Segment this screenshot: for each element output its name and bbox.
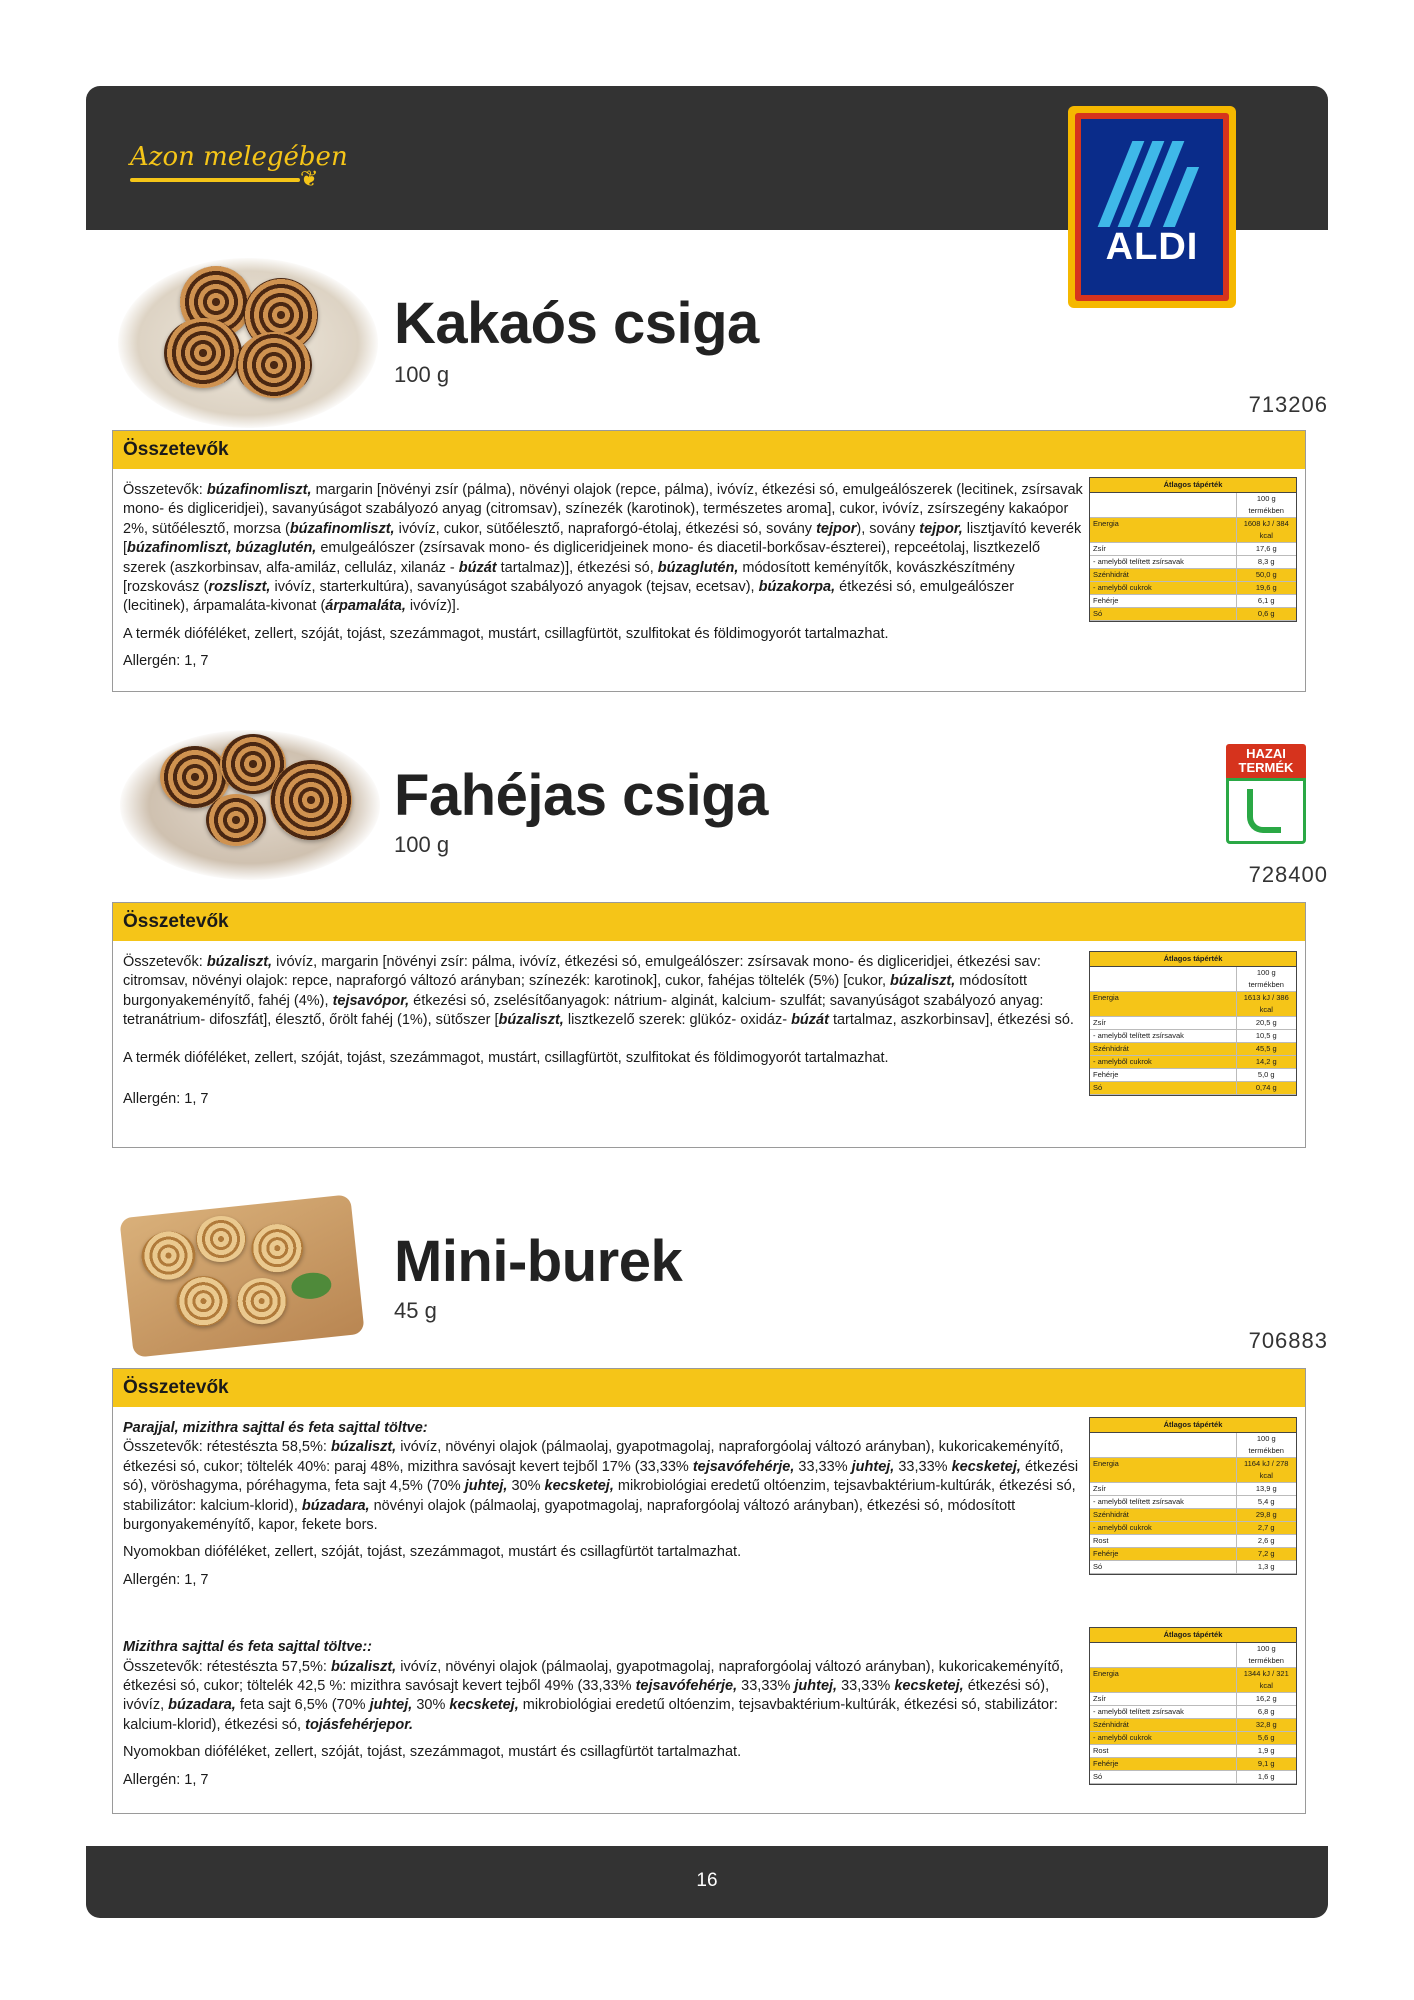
nutrition-label: Zsír [1090, 1693, 1236, 1706]
nutrition-label: Fehérje [1090, 1548, 1236, 1561]
nutrition-column-label: 100 g termékben [1236, 1643, 1296, 1668]
nutrition-label: Só [1090, 608, 1236, 621]
nutrition-label: - amelyből telített zsírsavak [1090, 556, 1236, 569]
allergy-note: Nyomokban dióféléket, zellert, szóját, tojást, szezámmagot, mustárt és csillagfürtöt tartalmazhat. [123, 1544, 742, 1561]
nutrition-label: Só [1090, 1082, 1236, 1095]
allergen-line: Allergén: 1, 7 [123, 1571, 209, 1588]
ingredients-text: Parajjal, mizithra sajttal és feta sajttal töltve: Összetevők: rétestészta 58,5%: búzaliszt, ivóvíz, növényi olajok (pálmaolaj, gyapotmagolaj, napraforgóolaj változó arányban), kukoricakeményítő, étkezési só, cukor; töltelék 40%: paraj 48%, mizithra savósajt kevert tejből 17% (33,33% tejsavófehérje, 33,33% juhtej, 33,33% kecsketej, étkezési só), vöröshagyma, póréhagyma, feta sajt 4,5% (70% juhtej, 30% kecsketej, mikrobiológiai eredetű oltóenzim, tejsavbaktérium-kultúrák, étkezési só, stabilizátor: kalcium-klorid), búzadara, növényi olajok (pálmaolaj, gyapotmagolaj, napraforgóolaj változó arányban), étkezési só, módosított burgonyakeményítő, kapor, fekete bors. Nyomokban dióféléket, zellert, szóját, tojást, szezámmagot, mustárt és csillagfürtöt tartalmazhat. Allergén: 1, 7 Mizithra sajttal és feta sajttal töltve:: Összetevők: rétestészta 57,5%: búzaliszt, ivóvíz, növényi olajok (pálmaolaj, gyapotmagolaj, napraforgóolaj változó arányban), kukoricakeményítő, étkezési só, cukor; töltelék 42,5 %: mizithra savósajt kevert tejből 49% (33,33% tejsavófehérje, 33,33% juhtej, 33,33% kecsketej, étkezési só), ivóvíz, búzadara, feta sajt 6,5% (70% juhtej, 30% kecsketej, mikrobiológiai eredetű oltóenzim, tejsavbaktérium-kultúrák, étkezési só, stabilizátor: kalcium-klorid), étkezési só, tojásfehérjepor. Nyomokban dióféléket, zellert, szóját, tojást, szezámmagot, mustárt és csillagfürtöt tartalmazhat. Allergén: 1, 7 [123, 1419, 1083, 1790]
nutrition-label: - amelyből cukrok [1090, 582, 1236, 595]
ingredients-text: Összetevők: búzafinomliszt, margarin [növényi zsír (pálma), növényi olajok (repce, pálma), ivóvíz, étkezési só, emulgeálószerek (lecitinek, zsírsavak mono- és digliceridjei), savanyúságot szabályozó anyag (citromsav), színezék (karotinok), természetes aroma], cukor, ivóvíz, zsírszegény kakaópor 2%, sütőélesztő, morzsa (búzafinomliszt, ivóvíz, cukor, sütőélesztő, napraforgó-étolaj, étkezési só, sovány tejpor), sovány tejpor, lisztjavító keverék [búzafinomliszt, búzaglutén, emulgeálószer (zsírsavak mono- és digliceridjeinek mono- és diacetil-borkősav-észterei), repceétolaj, lisztkezelő szerek (aszkorbinsav, alfa-amiláz, celluláz, xilanáz - búzát tartalmaz)], étkezési só, búzaglutén, módosított keményítők, kovászkészítmény [rozskovász (rozsliszt, ivóvíz, starterkultúra), savanyúságot szabályozó anyagok (tejsav, ecetsav), búzakorpa, étkezési só, emulgeálószer (lecitinek), árpamaláta-kivonat (árpamaláta, ivóvíz)]. A termék dióféléket, zellert, szóját, tojást, szezámmagot, mustárt, csillagfürtöt, szulfitokat és földimogyorót tartalmazhat. Allergén: 1, 7 [123, 481, 1083, 672]
nutrition-row [1090, 1706, 1296, 1719]
nutrition-value: 2,7 g [1236, 1522, 1296, 1535]
nutrition-row [1090, 569, 1296, 582]
nutrition-row [1090, 1496, 1296, 1509]
nutrition-label: Szénhidrát [1090, 1719, 1236, 1732]
nutrition-label: Rost [1090, 1535, 1236, 1548]
nutrition-column-label: 100 g termékben [1236, 967, 1296, 992]
nutrition-table [1089, 1417, 1297, 1575]
nutrition-row [1090, 518, 1296, 543]
nutrition-row [1090, 582, 1296, 595]
nutrition-value: 1,9 g [1236, 1745, 1296, 1758]
wheat-icon: ❦ [300, 166, 319, 191]
product-weight: 45 g [394, 1298, 437, 1323]
hazai-line2: TERMÉK [1238, 760, 1294, 775]
nutrition-value: 13,9 g [1236, 1483, 1296, 1496]
nutrition-value: 6,8 g [1236, 1706, 1296, 1719]
nutrition-row [1090, 1561, 1296, 1574]
allergen-line: Allergén: 1, 7 [123, 653, 209, 670]
nutrition-label: Fehérje [1090, 1069, 1236, 1082]
nutrition-label: Energia [1090, 992, 1236, 1017]
nutrition-header: Átlagos tápérték [1090, 1628, 1296, 1643]
nutrition-row [1090, 1758, 1296, 1771]
nutrition-value: 5,4 g [1236, 1496, 1296, 1509]
nutrition-value: 32,8 g [1236, 1719, 1296, 1732]
nutrition-column-label: 100 g termékben [1236, 493, 1296, 518]
nutrition-value: 1,6 g [1236, 1771, 1296, 1784]
page-number: 16 [696, 1870, 718, 1891]
nutrition-label: - amelyből telített zsírsavak [1090, 1496, 1236, 1509]
product-title: Kakaós csiga [394, 291, 759, 356]
aldi-logo [1068, 106, 1236, 308]
nutrition-header: Átlagos tápérték [1090, 1418, 1296, 1433]
nutrition-value: 10,5 g [1236, 1030, 1296, 1043]
nutrition-header: Átlagos tápérték [1090, 952, 1296, 967]
nutrition-label: - amelyből cukrok [1090, 1522, 1236, 1535]
nutrition-label: Zsír [1090, 1483, 1236, 1496]
aldi-wordmark: ALDI [1105, 226, 1199, 268]
product-image-kakaos-csiga [118, 258, 378, 428]
nutrition-row [1090, 556, 1296, 569]
nutrition-value: 5,6 g [1236, 1732, 1296, 1745]
product-code: 728400 [1248, 862, 1328, 887]
nutrition-row [1090, 1458, 1296, 1483]
nutrition-value: 17,6 g [1236, 543, 1296, 556]
nutrition-label: Zsír [1090, 1017, 1236, 1030]
nutrition-row [1090, 595, 1296, 608]
nutrition-value: 50,0 g [1236, 569, 1296, 582]
nutrition-label: - amelyből telített zsírsavak [1090, 1030, 1236, 1043]
nutrition-label: Rost [1090, 1745, 1236, 1758]
nutrition-value: 6,1 g [1236, 595, 1296, 608]
nutrition-label: - amelyből cukrok [1090, 1056, 1236, 1069]
nutrition-row [1090, 1719, 1296, 1732]
nutrition-row [1090, 1483, 1296, 1496]
nutrition-label: Só [1090, 1771, 1236, 1784]
ingredients-box [112, 902, 1306, 1148]
nutrition-value: 8,3 g [1236, 556, 1296, 569]
nutrition-row [1090, 1056, 1296, 1069]
nutrition-label: Szénhidrát [1090, 569, 1236, 582]
ingredients-box [112, 430, 1306, 692]
ingredients-text: Összetevők: búzaliszt, ivóvíz, margarin [növényi zsír: pálma, ivóvíz, étkezési só, emulgeálószer: zsírsavak mono- és digliceridjei, étkezési sav: citromsav, növényi olajok: repce, napraforgó változó arányban; színezék: karotinok], cukor, fahéjas töltelék (5%) [cukor, búzaliszt, módosított burgonyakeményítő, fahéj (4%), tejsavópor, étkezési só, zselésítőanyagok: nátrium- alginát, kalcium- szulfát; savanyúságot szabályozó anyag: tetranátrium- difoszfát], élesztő, őrölt fahéj (1%), sütőszer [búzaliszt, lisztkezelő szerek: glükóz- oxidáz- búzát tartalmaz, aszkorbinsav], étkezési só. A termék dióféléket, zellert, szóját, tojást, szezámmagot, mustárt, csillagfürtöt, szulfitokat és földimogyorót tartalmazhat. Allergén: 1, 7 [123, 953, 1083, 1109]
hazai-line1: HAZAI [1246, 746, 1286, 761]
product-image-mini-burek [119, 1194, 364, 1357]
ingredients-header: Összetevők [113, 1369, 1305, 1407]
allergy-note: A termék dióféléket, zellert, szóját, tojást, szezámmagot, mustárt, csillagfürtöt, szulfitokat és földimogyorót tartalmazhat. [123, 625, 889, 642]
nutrition-row [1090, 1509, 1296, 1522]
nutrition-table [1089, 1627, 1297, 1785]
ingredients-box [112, 1368, 1306, 1814]
wheat-underline [130, 178, 300, 182]
nutrition-value: 1344 kJ / 321 kcal [1236, 1668, 1296, 1693]
hazai-termek-badge [1226, 744, 1306, 844]
nutrition-row [1090, 1693, 1296, 1706]
nutrition-value: 1608 kJ / 384 kcal [1236, 518, 1296, 543]
nutrition-label: Energia [1090, 518, 1236, 543]
nutrition-value: 0,6 g [1236, 608, 1296, 621]
nutrition-label: Fehérje [1090, 595, 1236, 608]
nutrition-row [1090, 1535, 1296, 1548]
nutrition-label: Szénhidrát [1090, 1509, 1236, 1522]
nutrition-row [1090, 1745, 1296, 1758]
nutrition-row [1090, 992, 1296, 1017]
nutrition-row [1090, 608, 1296, 621]
nutrition-value: 7,2 g [1236, 1548, 1296, 1561]
nutrition-label: Energia [1090, 1458, 1236, 1483]
nutrition-value: 5,0 g [1236, 1069, 1296, 1082]
nutrition-value: 20,5 g [1236, 1017, 1296, 1030]
nutrition-label: Só [1090, 1561, 1236, 1574]
nutrition-header: Átlagos tápérték [1090, 478, 1296, 493]
allergen-line: Allergén: 1, 7 [123, 1771, 209, 1788]
nutrition-value: 19,6 g [1236, 582, 1296, 595]
nutrition-value: 1,3 g [1236, 1561, 1296, 1574]
nutrition-row [1090, 1017, 1296, 1030]
nutrition-row [1090, 1732, 1296, 1745]
nutrition-label: Energia [1090, 1668, 1236, 1693]
nutrition-label: Fehérje [1090, 1758, 1236, 1771]
nutrition-label: - amelyből cukrok [1090, 1732, 1236, 1745]
footer-bar [86, 1846, 1328, 1918]
allergy-note: A termék dióféléket, zellert, szóját, tojást, szezámmagot, mustárt, csillagfürtöt, szulfitokat és földimogyorót tartalmazhat. [123, 1049, 889, 1066]
nutrition-row [1090, 1522, 1296, 1535]
product-weight: 100 g [394, 832, 450, 857]
product-weight: 100 g [394, 362, 450, 387]
nutrition-value: 2,6 g [1236, 1535, 1296, 1548]
nutrition-row [1090, 1668, 1296, 1693]
nutrition-value: 45,5 g [1236, 1043, 1296, 1056]
variant-subtitle: Mizithra sajttal és feta sajttal töltve:: [123, 1639, 372, 1656]
nutrition-row [1090, 1082, 1296, 1095]
nutrition-value: 1164 kJ / 278 kcal [1236, 1458, 1296, 1483]
nutrition-value: 1613 kJ / 386 kcal [1236, 992, 1296, 1017]
product-title: Mini-burek [394, 1229, 683, 1294]
allergen-line: Allergén: 1, 7 [123, 1091, 209, 1108]
nutrition-value: 0,74 g [1236, 1082, 1296, 1095]
hand-icon [1247, 789, 1281, 833]
allergy-note: Nyomokban dióféléket, zellert, szóját, tojást, szezámmagot, mustárt és csillagfürtöt tartalmazhat. [123, 1744, 742, 1761]
nutrition-label: Szénhidrát [1090, 1043, 1236, 1056]
nutrition-label: Zsír [1090, 543, 1236, 556]
nutrition-value: 14,2 g [1236, 1056, 1296, 1069]
nutrition-row [1090, 1030, 1296, 1043]
nutrition-value: 29,8 g [1236, 1509, 1296, 1522]
product-title: Fahéjas csiga [394, 763, 768, 828]
nutrition-table [1089, 477, 1297, 622]
nutrition-row [1090, 1069, 1296, 1082]
nutrition-row [1090, 543, 1296, 556]
nutrition-label: - amelyből telített zsírsavak [1090, 1706, 1236, 1719]
ingredients-header: Összetevők [113, 431, 1305, 469]
product-code: 706883 [1248, 1328, 1328, 1353]
nutrition-table [1089, 951, 1297, 1096]
nutrition-row [1090, 1771, 1296, 1784]
nutrition-value: 9,1 g [1236, 1758, 1296, 1771]
brand-slogan: Azon melegében [130, 142, 348, 172]
nutrition-row [1090, 1043, 1296, 1056]
ingredients-header: Összetevők [113, 903, 1305, 941]
nutrition-value: 16,2 g [1236, 1693, 1296, 1706]
nutrition-column-label: 100 g termékben [1236, 1433, 1296, 1458]
product-code: 713206 [1248, 392, 1328, 417]
variant-subtitle: Parajjal, mizithra sajttal és feta sajttal töltve: [123, 1420, 428, 1436]
product-image-fahejas-csiga [120, 730, 380, 880]
nutrition-row [1090, 1548, 1296, 1561]
